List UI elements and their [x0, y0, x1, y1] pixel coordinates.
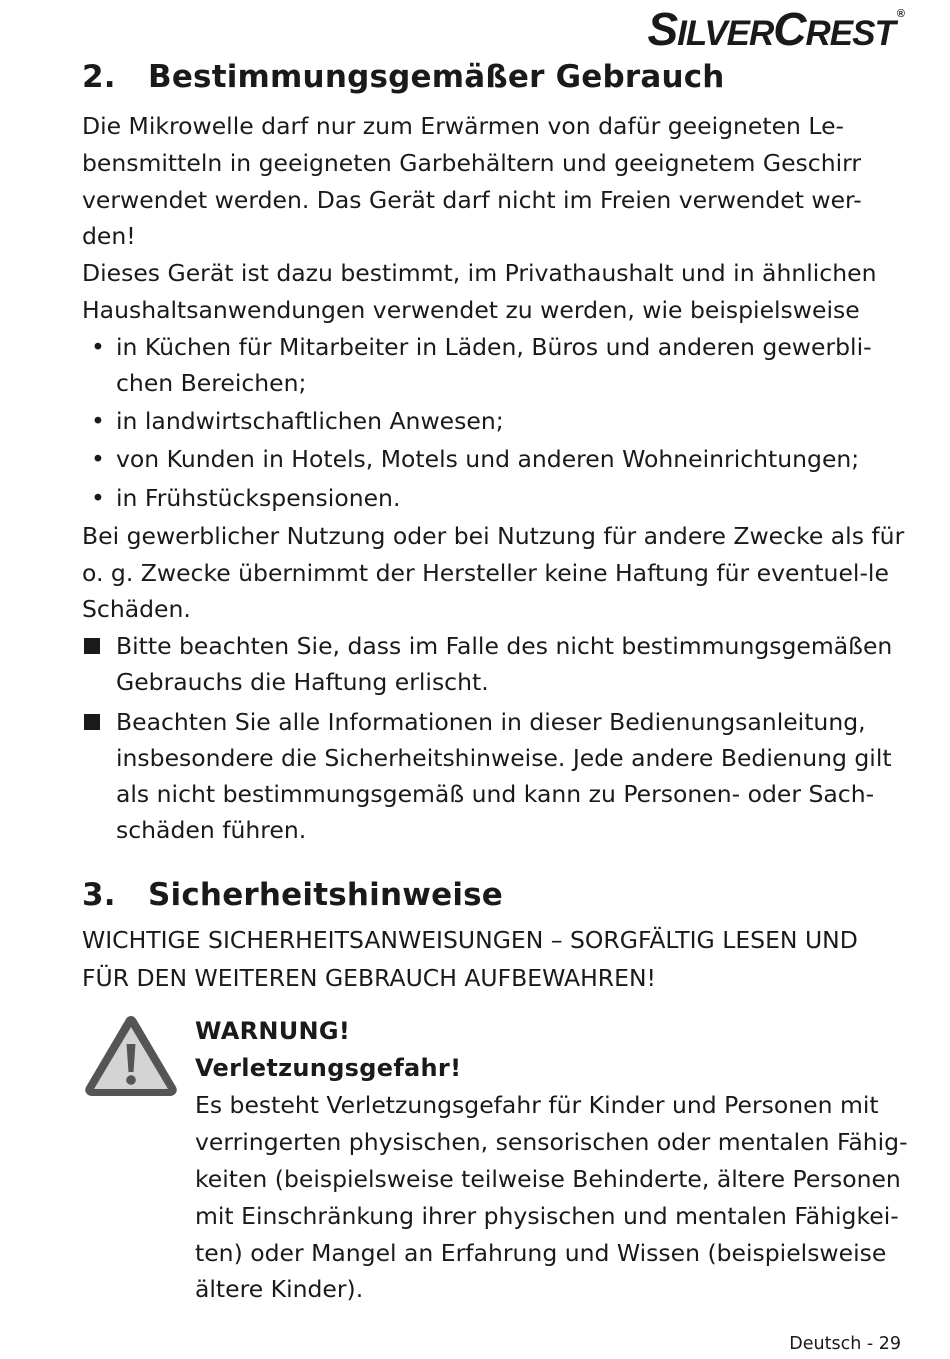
page-content: [82, 56, 912, 1308]
intended-use-paragraph: Die Mikrowelle darf nur zum Erwärmen von dafür geeigneten Le-bensmitteln in geeigneten Garbehältern und geeignetem Geschirr verwendet werden. Das Gerät darf nicht im Freien verwendet wer-den!: [82, 112, 862, 251]
list-item: • in Frühstückspensionen.: [82, 480, 912, 516]
list-item: • von Kunden in Hotels, Motels und anderen Wohneinrichtungen;: [82, 441, 912, 477]
important-instructions-caps: WICHTIGE SICHERHEITSANWEISUNGEN – SORGFÄLTIG LESEN UND FÜR DEN WEITEREN GEBRAUCH AUFBEWAHREN!: [82, 926, 858, 992]
section-2-number: 2.: [82, 59, 116, 95]
household-use-paragraph: Dieses Gerät ist dazu bestimmt, im Privathaushalt und in ähnlichen Haushaltsanwendungen verwendet zu werden, wie beispielsweise: [82, 259, 877, 324]
list-item: Beachten Sie alle Informationen in dieser Bedienungsanleitung, insbesondere die Sicherheitshinweise. Jede andere Bedienung gilt als nicht bestimmungsgemäß und kann zu Personen- oder Sach-schäden führen.: [82, 704, 912, 849]
bullet-icon: •: [91, 332, 105, 361]
list-item: • in Küchen für Mitarbeiter in Läden, Büros und anderen gewerbli-chen Bereichen;: [82, 329, 912, 401]
page-number: Deutsch - 29: [789, 1334, 901, 1354]
bullet-icon: •: [91, 483, 105, 512]
list-item: Bitte beachten Sie, dass im Falle des nicht bestimmungsgemäßen Gebrauchs die Haftung erlischt.: [82, 628, 912, 700]
section-3-number: 3.: [82, 877, 116, 914]
bullet-icon: •: [91, 445, 105, 474]
notes-list: [82, 628, 912, 848]
section-2-title: Bestimmungsgemäßer Gebrauch: [148, 59, 725, 95]
warning-triangle-icon: [82, 1013, 180, 1099]
bullet-icon: •: [91, 407, 105, 436]
list-item: • in landwirtschaftlichen Anwesen;: [82, 403, 912, 439]
liability-paragraph: Bei gewerblicher Nutzung oder bei Nutzung für andere Zwecke als für o. g. Zwecke übernimmt der Hersteller keine Haftung für eventuel-le Schäden.: [82, 521, 905, 624]
warning-subtitle: Verletzungsgefahr!: [195, 1054, 462, 1083]
warning-title: WARNUNG!: [195, 1017, 351, 1046]
brand-logo: SILVERCREST ®: [647, 3, 904, 55]
usage-examples-list: [82, 329, 912, 516]
warning-text: Es besteht Verletzungsgefahr für Kinder und Personen mit verringerten physischen, sensorischen oder mentalen Fähig-keiten (beispielsweise teilweise Behinderte, ältere Personen mit Einschränkung ihrer physischen und mentalen Fähigkei-ten) oder Mangel an Erfahrung und Wissen (beispielsweise ältere Kinder).: [195, 1091, 908, 1304]
section-3-title: Sicherheitshinweise: [148, 877, 504, 914]
square-bullet-icon: [84, 638, 100, 654]
section-3-heading: [82, 874, 912, 916]
section-2-heading: [82, 56, 912, 98]
square-bullet-icon: [84, 714, 100, 730]
warning-block: [82, 1013, 912, 1308]
